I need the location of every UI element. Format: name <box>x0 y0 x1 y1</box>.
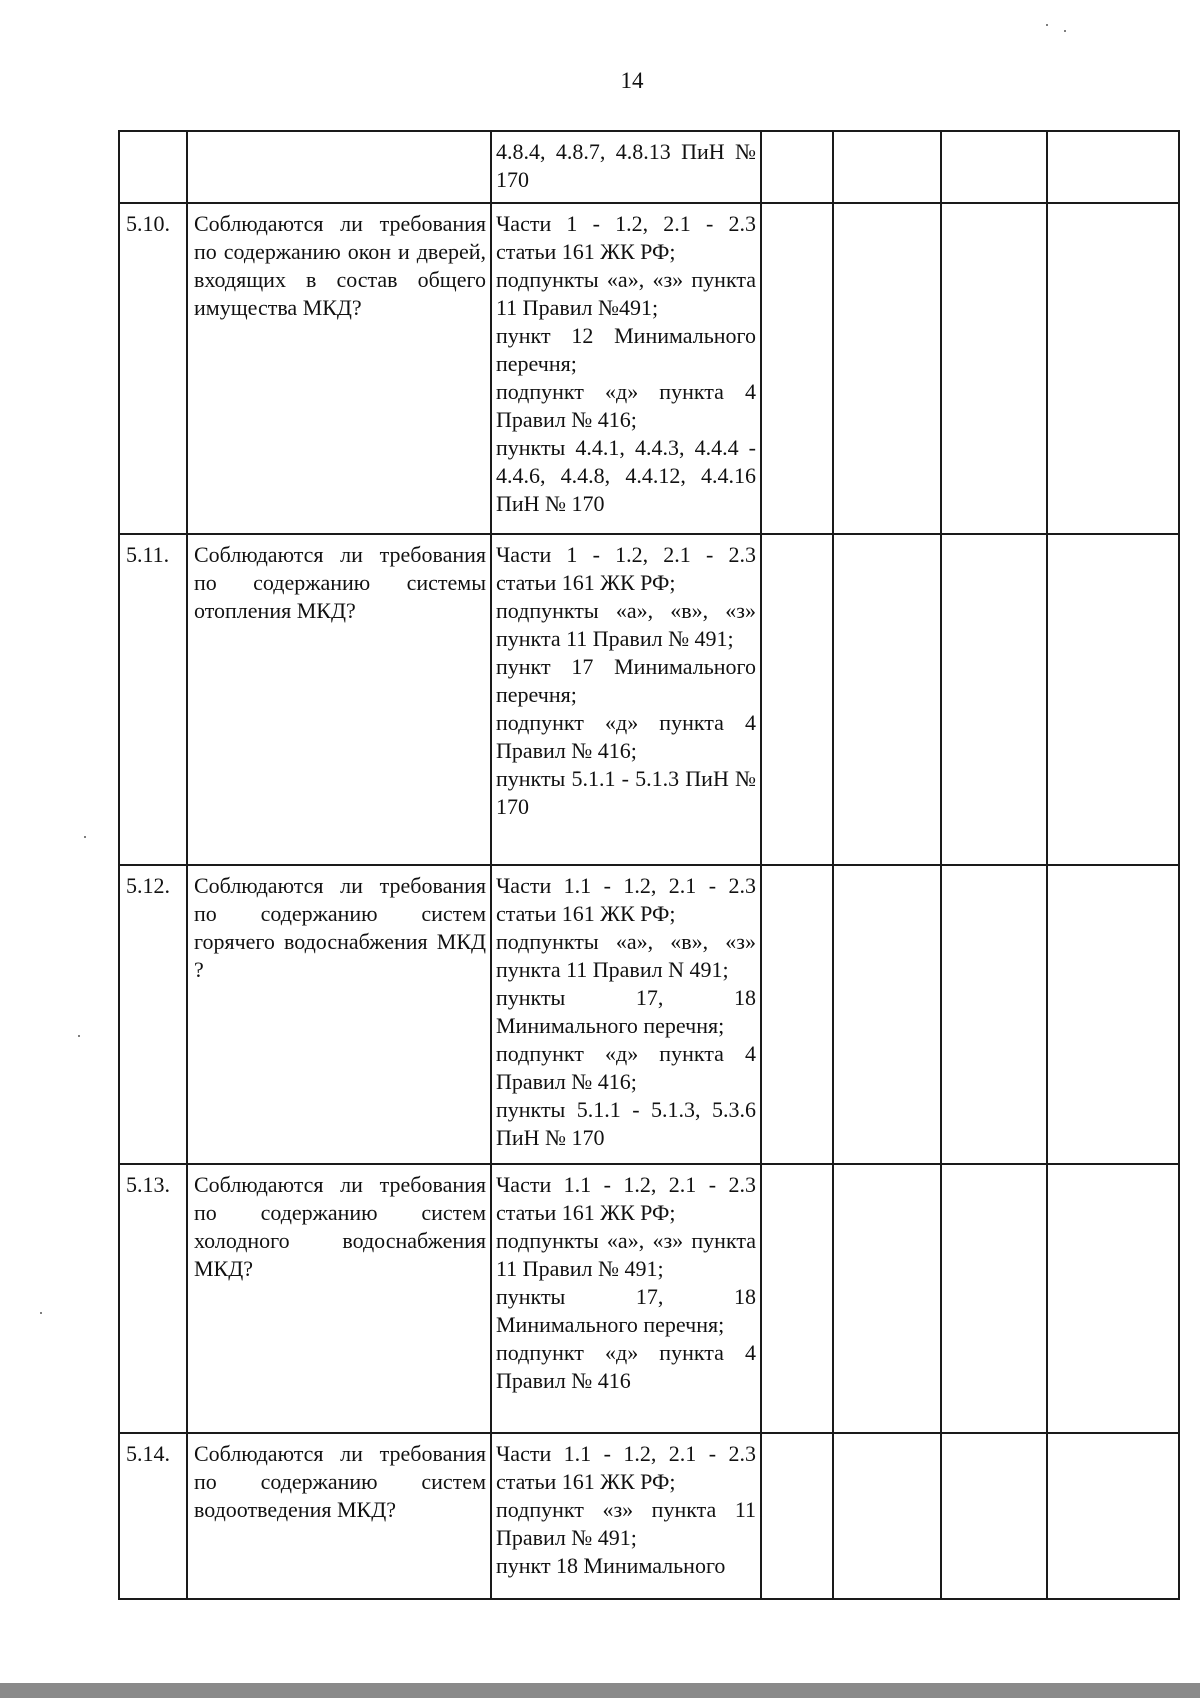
table-row-border <box>118 1432 1178 1434</box>
legal-reference-line: подпункты «а», «в», «з» пункта 11 Правил № 491; <box>496 598 756 651</box>
legal-reference-line: пункт 17 Минимального перечня; <box>496 654 756 707</box>
requirement-question: Соблюдаются ли требования по содержанию систем холодного водоснабжения МКД? <box>194 1172 486 1281</box>
legal-reference-line: пункты 5.1.1 - 5.1.3, 5.3.6 ПиН № 170 <box>496 1097 756 1150</box>
scan-speck <box>84 836 86 838</box>
table-column-border <box>490 130 492 1600</box>
legal-reference-line: подпункт «д» пункта 4 Правил № 416; <box>496 1041 756 1094</box>
item-number: 5.11. <box>126 542 170 567</box>
table-column-border <box>1046 130 1048 1600</box>
table-column-border <box>118 130 120 1600</box>
legal-reference-line: пункты 17, 18 Минимального перечня; <box>496 1284 756 1337</box>
requirement-question: Соблюдаются ли требования по содержанию системы отопления МКД? <box>194 542 486 623</box>
table-column-border <box>940 130 942 1600</box>
scan-speck <box>40 1312 42 1314</box>
table-row-border <box>118 1163 1178 1165</box>
legal-reference-line: 4.8.4, 4.8.7, 4.8.13 ПиН № 170 <box>496 139 756 192</box>
table-column-border <box>1178 130 1180 1600</box>
legal-references <box>496 541 756 821</box>
legal-reference-line: Части 1.1 - 1.2, 2.1 - 2.3 статьи 161 ЖК РФ; <box>496 1172 756 1225</box>
page-number: 14 <box>620 68 644 93</box>
table-row-border <box>118 202 1178 204</box>
table-column-border <box>760 130 762 1600</box>
table-column-border <box>832 130 834 1600</box>
legal-reference-line: пункты 4.4.1, 4.4.3, 4.4.4 - 4.4.6, 4.4.8, 4.4.12, 4.4.16 ПиН № 170 <box>496 435 756 516</box>
legal-reference-line: Части 1 - 1.2, 2.1 - 2.3 статьи 161 ЖК РФ; <box>496 542 756 595</box>
legal-reference-line: Части 1 - 1.2, 2.1 - 2.3 статьи 161 ЖК РФ; <box>496 211 756 264</box>
table-column-border <box>186 130 188 1600</box>
scan-speck <box>78 1035 80 1037</box>
legal-references <box>496 138 756 194</box>
legal-references <box>496 1171 756 1395</box>
scan-speck <box>1046 24 1048 26</box>
item-number: 5.14. <box>126 1441 170 1466</box>
legal-reference-line: пункт 18 Минимального <box>496 1553 726 1578</box>
legal-reference-line: подпункт «д» пункта 4 Правил № 416; <box>496 379 756 432</box>
item-number: 5.12. <box>126 873 170 898</box>
legal-reference-line: подпункты «а», «в», «з» пункта 11 Правил N 491; <box>496 929 756 982</box>
table-row-border <box>118 130 1178 132</box>
table-row-border <box>118 1598 1178 1600</box>
legal-reference-line: пункты 5.1.1 - 5.1.3 ПиН № 170 <box>496 766 756 819</box>
scan-speck <box>1064 30 1066 32</box>
table-row-border <box>118 864 1178 866</box>
legal-reference-line: подпункт «з» пункта 11 Правил № 491; <box>496 1497 756 1550</box>
legal-reference-line: пункты 17, 18 Минимального перечня; <box>496 985 756 1038</box>
item-number: 5.13. <box>126 1172 170 1197</box>
legal-reference-line: подпункты «а», «з» пункта 11 Правил №491; <box>496 267 756 320</box>
legal-reference-line: Части 1.1 - 1.2, 2.1 - 2.3 статьи 161 ЖК РФ; <box>496 1441 756 1494</box>
legal-reference-line: подпункт «д» пункта 4 Правил № 416; <box>496 710 756 763</box>
legal-references <box>496 872 756 1152</box>
legal-reference-line: пункт 12 Минимального перечня; <box>496 323 756 376</box>
scan-bottom-edge <box>0 1683 1200 1698</box>
legal-references <box>496 210 756 518</box>
requirement-question: Соблюдаются ли требования по содержанию систем водоотведения МКД? <box>194 1441 486 1522</box>
requirement-question: Соблюдаются ли требования по содержанию окон и дверей, входящих в состав общего имущества МКД? <box>194 211 486 320</box>
requirement-question: Соблюдаются ли требования по содержанию систем горячего водоснабжения МКД ? <box>194 873 486 982</box>
legal-reference-line: подпункты «а», «з» пункта 11 Правил № 491; <box>496 1228 756 1281</box>
legal-references <box>496 1440 756 1580</box>
item-number: 5.10. <box>126 211 170 236</box>
legal-reference-line: Части 1.1 - 1.2, 2.1 - 2.3 статьи 161 ЖК РФ; <box>496 873 756 926</box>
table-row-border <box>118 533 1178 535</box>
legal-reference-line: подпункт «д» пункта 4 Правил № 416 <box>496 1340 756 1393</box>
